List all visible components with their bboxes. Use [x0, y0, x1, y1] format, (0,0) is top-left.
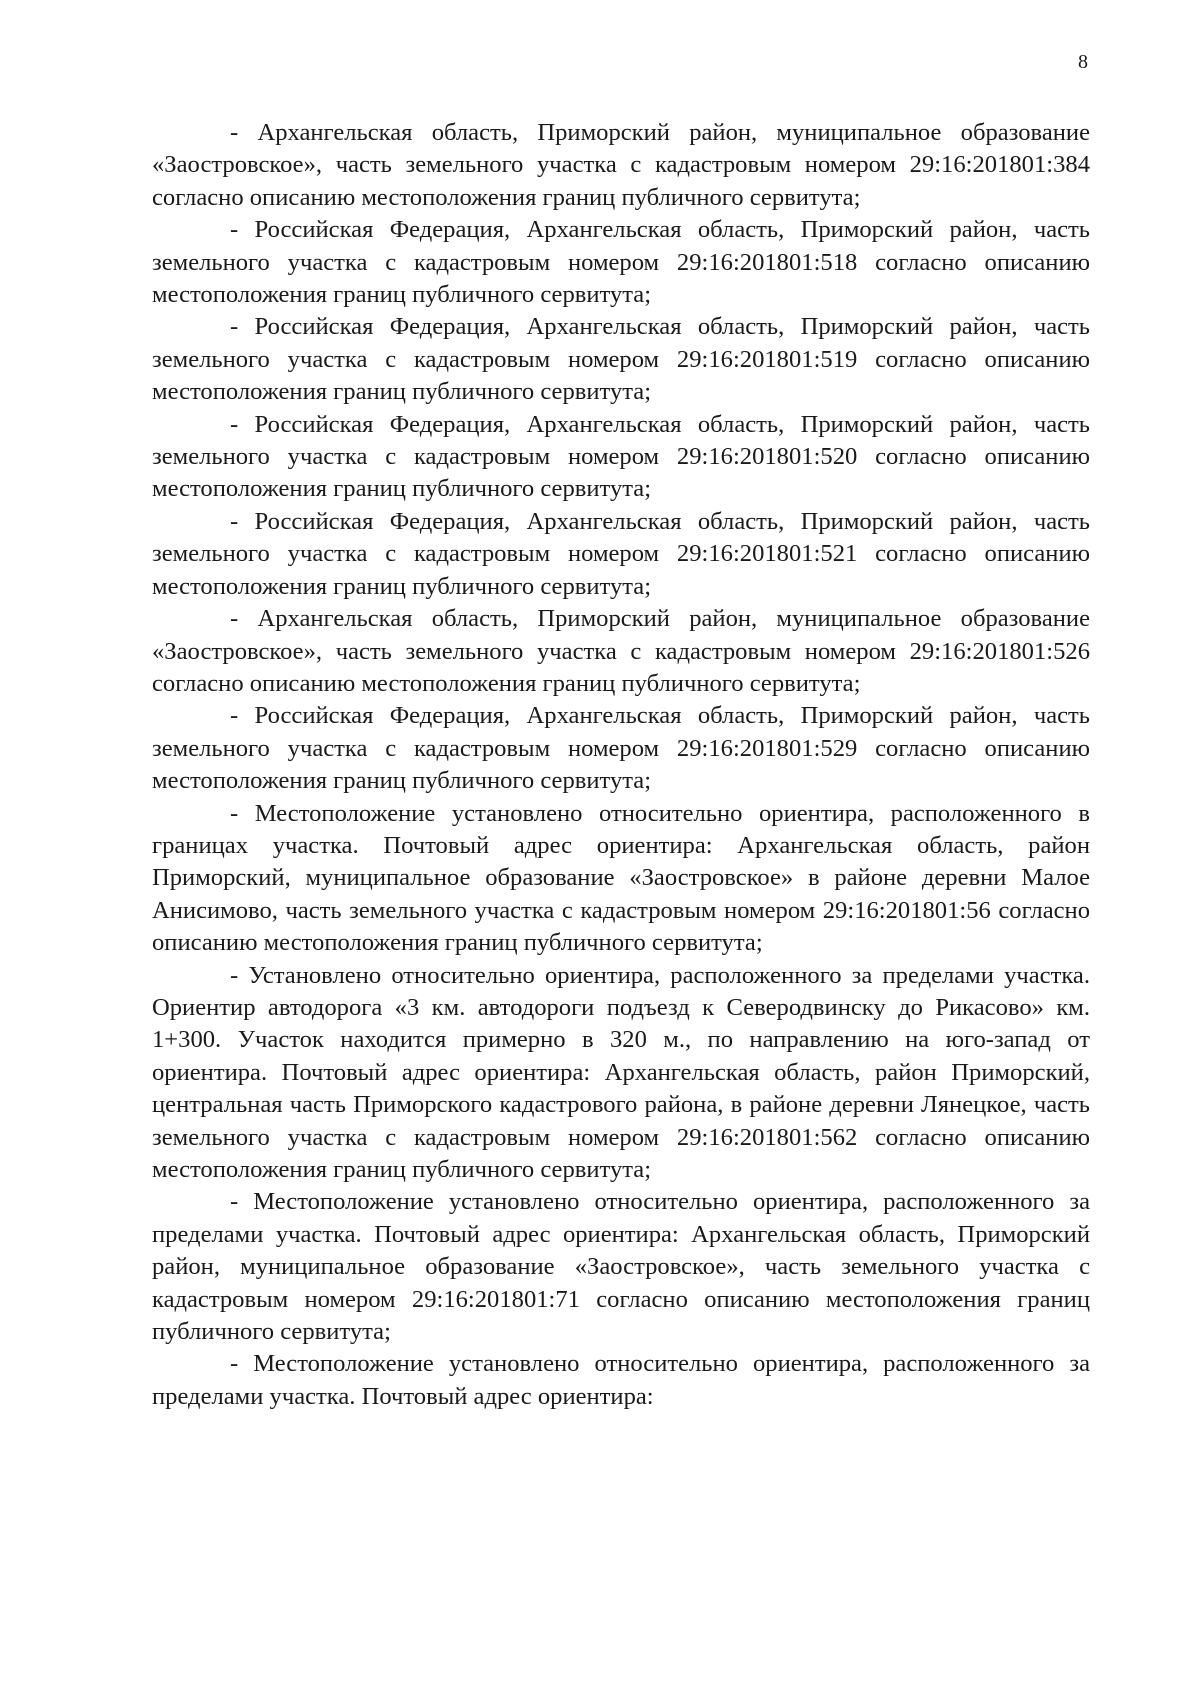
paragraph: - Российская Федерация, Архангельская область, Приморский район, часть земельного участка с кадастровым номером 29:16:201801:518 согласно описанию местоположения границ публичного сервитута; [152, 216, 1090, 309]
paragraph: - Местоположение установлено относительно ориентира, расположенного за пределами участка. Почтовый адрес ориентира: [152, 1350, 1090, 1410]
paragraph: - Архангельская область, Приморский район, муниципальное образование «Заостровское», часть земельного участка с кадастровым номером 29:16:201801:526 согласно описанию местоположения границ публичного сервитута; [152, 605, 1090, 697]
paragraph: - Местоположение установлено относительно ориентира, расположенного за пределами участка. Почтовый адрес ориентира: Архангельская область, Приморский район, муниципальное образование «Заостровское», часть земельного участка с кадастровым номером 29:16:201801:71 согласно описанию местоположения границ публичного сервитута; [152, 1188, 1090, 1346]
paragraph: - Архангельская область, Приморский район, муниципальное образование «Заостровское», часть земельного участка с кадастровым номером 29:16:201801:384 согласно описанию местоположения границ публичного сервитута; [152, 119, 1090, 211]
paragraph: - Местоположение установлено относительно ориентира, расположенного в границах участка. Почтовый адрес ориентира: Архангельская область, район Приморский, муниципальное образование «Заостровское» в районе деревни Малое Анисимово, часть земельного участка с кадастровым номером 29:16:201801:56 согласно описанию местоположения границ публичного сервитута; [152, 799, 1090, 957]
paragraph: - Российская Федерация, Архангельская область, Приморский район, часть земельного участка с кадастровым номером 29:16:201801:519 согласно описанию местоположения границ публичного сервитута; [152, 313, 1090, 406]
paragraph: - Установлено относительно ориентира, расположенного за пределами участка. Ориентир автодорога «3 км. автодороги подъезд к Северодвинску до Рикасово» км. 1+300. Участок находится примерно в 320 м., по направлению на юго-запад от ориентира. Почтовый адрес ориентира: Архангельская область, район Приморский, центральная часть Приморского кадастрового района, в районе деревни Лянецкое, часть земельного участка с кадастровым номером 29:16:201801:562 согласно описанию местоположения границ публичного сервитута; [152, 961, 1090, 1183]
page-number: 8 [1078, 51, 1088, 73]
paragraph: - Российская Федерация, Архангельская область, Приморский район, часть земельного участка с кадастровым номером 29:16:201801:529 согласно описанию местоположения границ публичного сервитута; [152, 702, 1090, 795]
document-body [152, 117, 1090, 1413]
paragraph: - Российская Федерация, Архангельская область, Приморский район, часть земельного участка с кадастровым номером 29:16:201801:521 согласно описанию местоположения границ публичного сервитута; [152, 507, 1090, 600]
paragraph: - Российская Федерация, Архангельская область, Приморский район, часть земельного участка с кадастровым номером 29:16:201801:520 согласно описанию местоположения границ публичного сервитута; [152, 410, 1090, 503]
